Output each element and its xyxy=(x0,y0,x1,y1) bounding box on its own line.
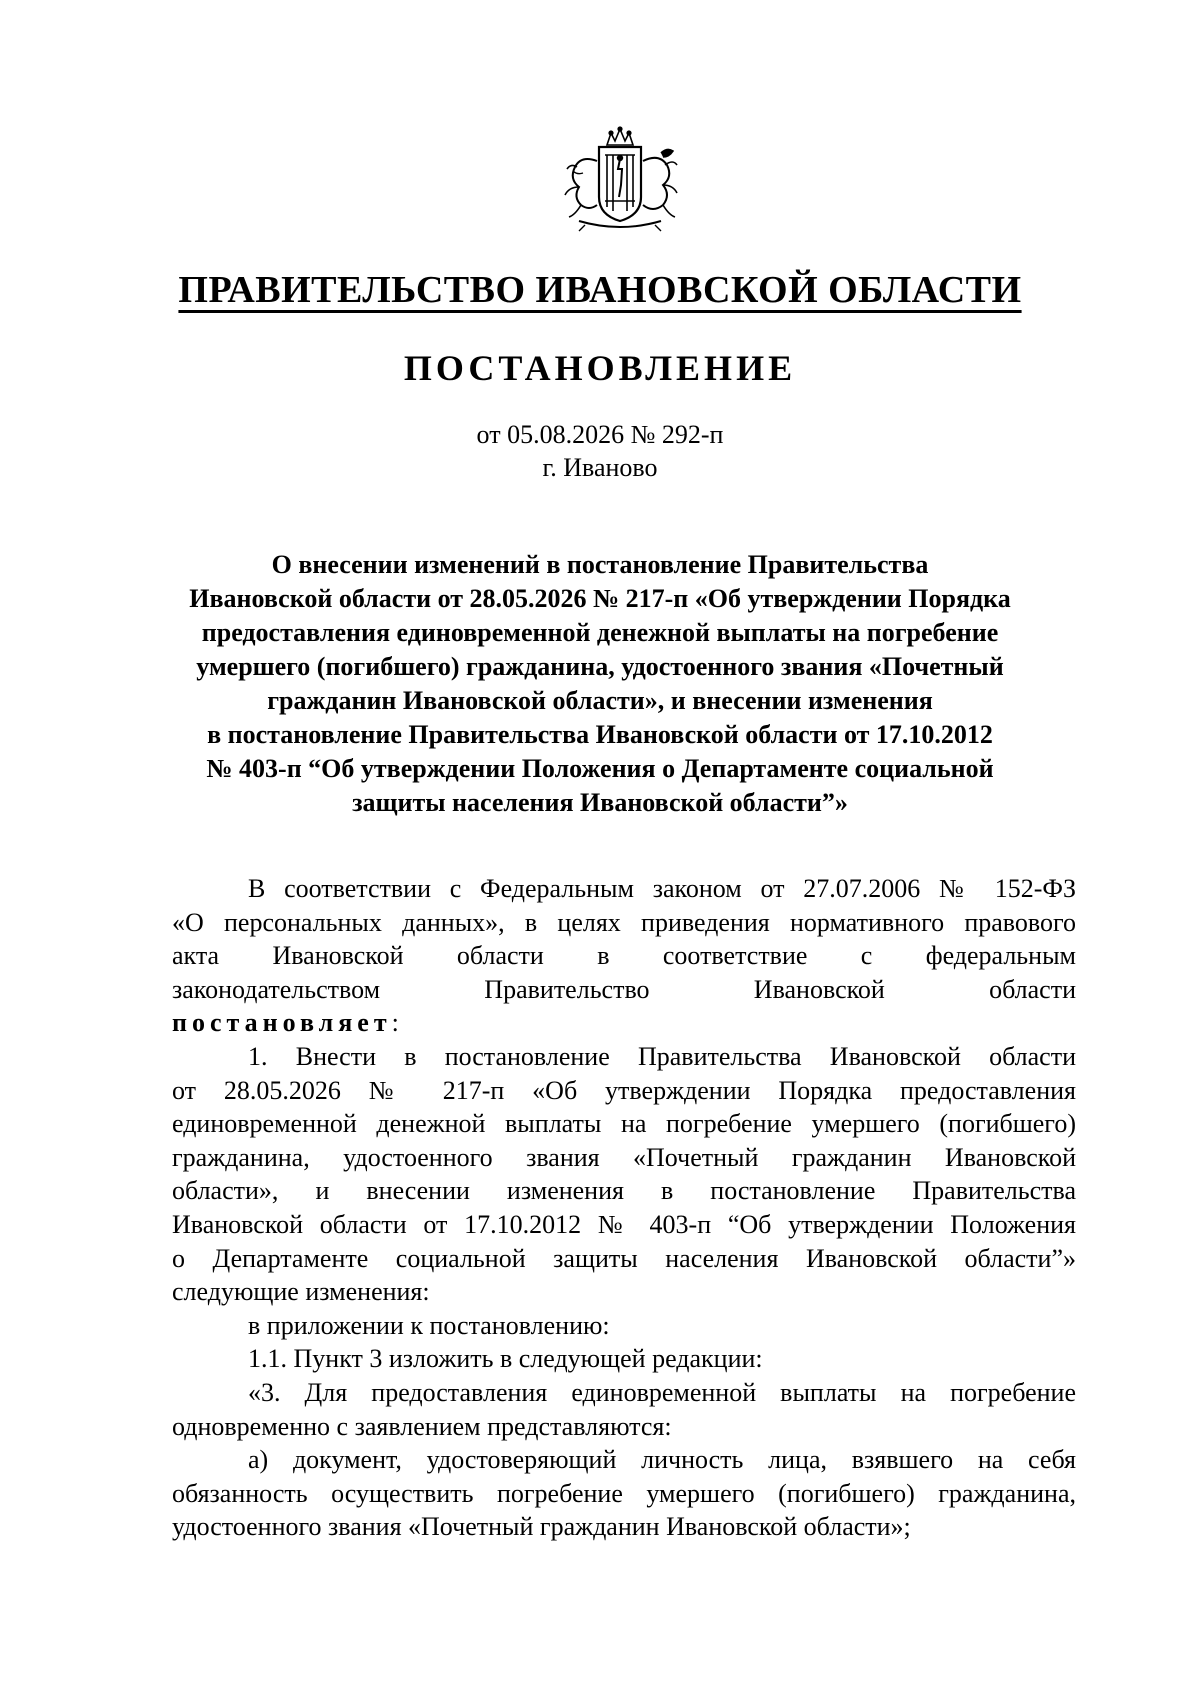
title-line: гражданин Ивановской области», и внесении изменения xyxy=(267,686,933,715)
organization-heading xyxy=(0,266,1200,314)
point3-line: одновременно с заявлением представляются: xyxy=(172,1411,672,1441)
point3a-line: а) документ, удостоверяющий личность лица, взявшего на себя xyxy=(248,1445,1076,1475)
document-title xyxy=(180,548,1020,820)
point3a-line: удостоенного звания «Почетный гражданин Ивановской области»; xyxy=(172,1512,911,1542)
decree-punct: : xyxy=(391,1008,399,1038)
document-type-heading: ПОСТАНОВЛЕНИЕ xyxy=(403,348,797,388)
title-line: № 403-п “Об утверждении Положения о Департаменте социальной xyxy=(206,754,994,783)
item1-line: Ивановской области от 17.10.2012 № 403-п “Об утверждении Положения xyxy=(172,1209,1076,1239)
item11-line: 1.1. Пункт 3 изложить в следующей редакции: xyxy=(248,1344,763,1374)
preamble-line: В соответствии с Федеральным законом от 27.07.2006 № 152-ФЗ xyxy=(248,874,1076,903)
item1-line: 1. Внести в постановление Правительства Ивановской области xyxy=(248,1041,1076,1071)
decree-line xyxy=(172,1006,1076,1040)
item1-line: гражданина, удостоенного звания «Почетный гражданин Ивановской xyxy=(172,1142,1076,1172)
item1-line: от 28.05.2026 № 217-п «Об утверждении Порядка предоставления xyxy=(172,1075,1076,1105)
city-line: г. Иваново xyxy=(542,453,658,482)
organization-name: ПРАВИТЕЛЬСТВО ИВАНОВСКОЙ ОБЛАСТИ xyxy=(178,269,1022,311)
title-line: О внесении изменений в постановление Правительства xyxy=(271,550,929,579)
item1-line: о Департаменте социальной защиты населения Ивановской области”» xyxy=(172,1243,1076,1273)
title-line: в постановление Правительства Ивановской области от 17.10.2012 xyxy=(207,720,993,749)
title-line: Ивановской области от 28.05.2026 № 217-п «Об утверждении Порядка xyxy=(189,584,1011,613)
title-line: защиты населения Ивановской области”» xyxy=(352,788,848,817)
title-line: умершего (погибшего) гражданина, удостоенного звания «Почетный xyxy=(196,652,1004,681)
item1-line: области», и внесении изменения в постановление Правительства xyxy=(172,1176,1076,1206)
document-body xyxy=(172,872,1076,1544)
preamble-line: «О персональных данных», в целях приведения нормативного правового xyxy=(172,907,1076,937)
preamble-line: акта Ивановской области в соответствие с федеральным xyxy=(172,941,1076,971)
decree-word: постановляет xyxy=(172,1008,392,1038)
date-number-line: от 05.08.2026 № 292-п xyxy=(476,420,724,449)
title-line: предоставления единовременной денежной выплаты на погребение xyxy=(201,618,999,647)
point3-line: «3. Для предоставления единовременной выплаты на погребение xyxy=(248,1377,1076,1407)
ivanovo-coat-of-arms-icon xyxy=(555,125,685,235)
item1-line: следующие изменения: xyxy=(172,1277,430,1307)
item1-line: единовременной денежной выплаты на погребение умершего (погибшего) xyxy=(172,1109,1076,1139)
preamble-line: законодательством Правительство Ивановской области xyxy=(172,974,1076,1004)
point3a-line: обязанность осуществить погребение умершего (погибшего) гражданина, xyxy=(172,1478,1076,1508)
annex-line: в приложении к постановлению: xyxy=(248,1310,610,1340)
